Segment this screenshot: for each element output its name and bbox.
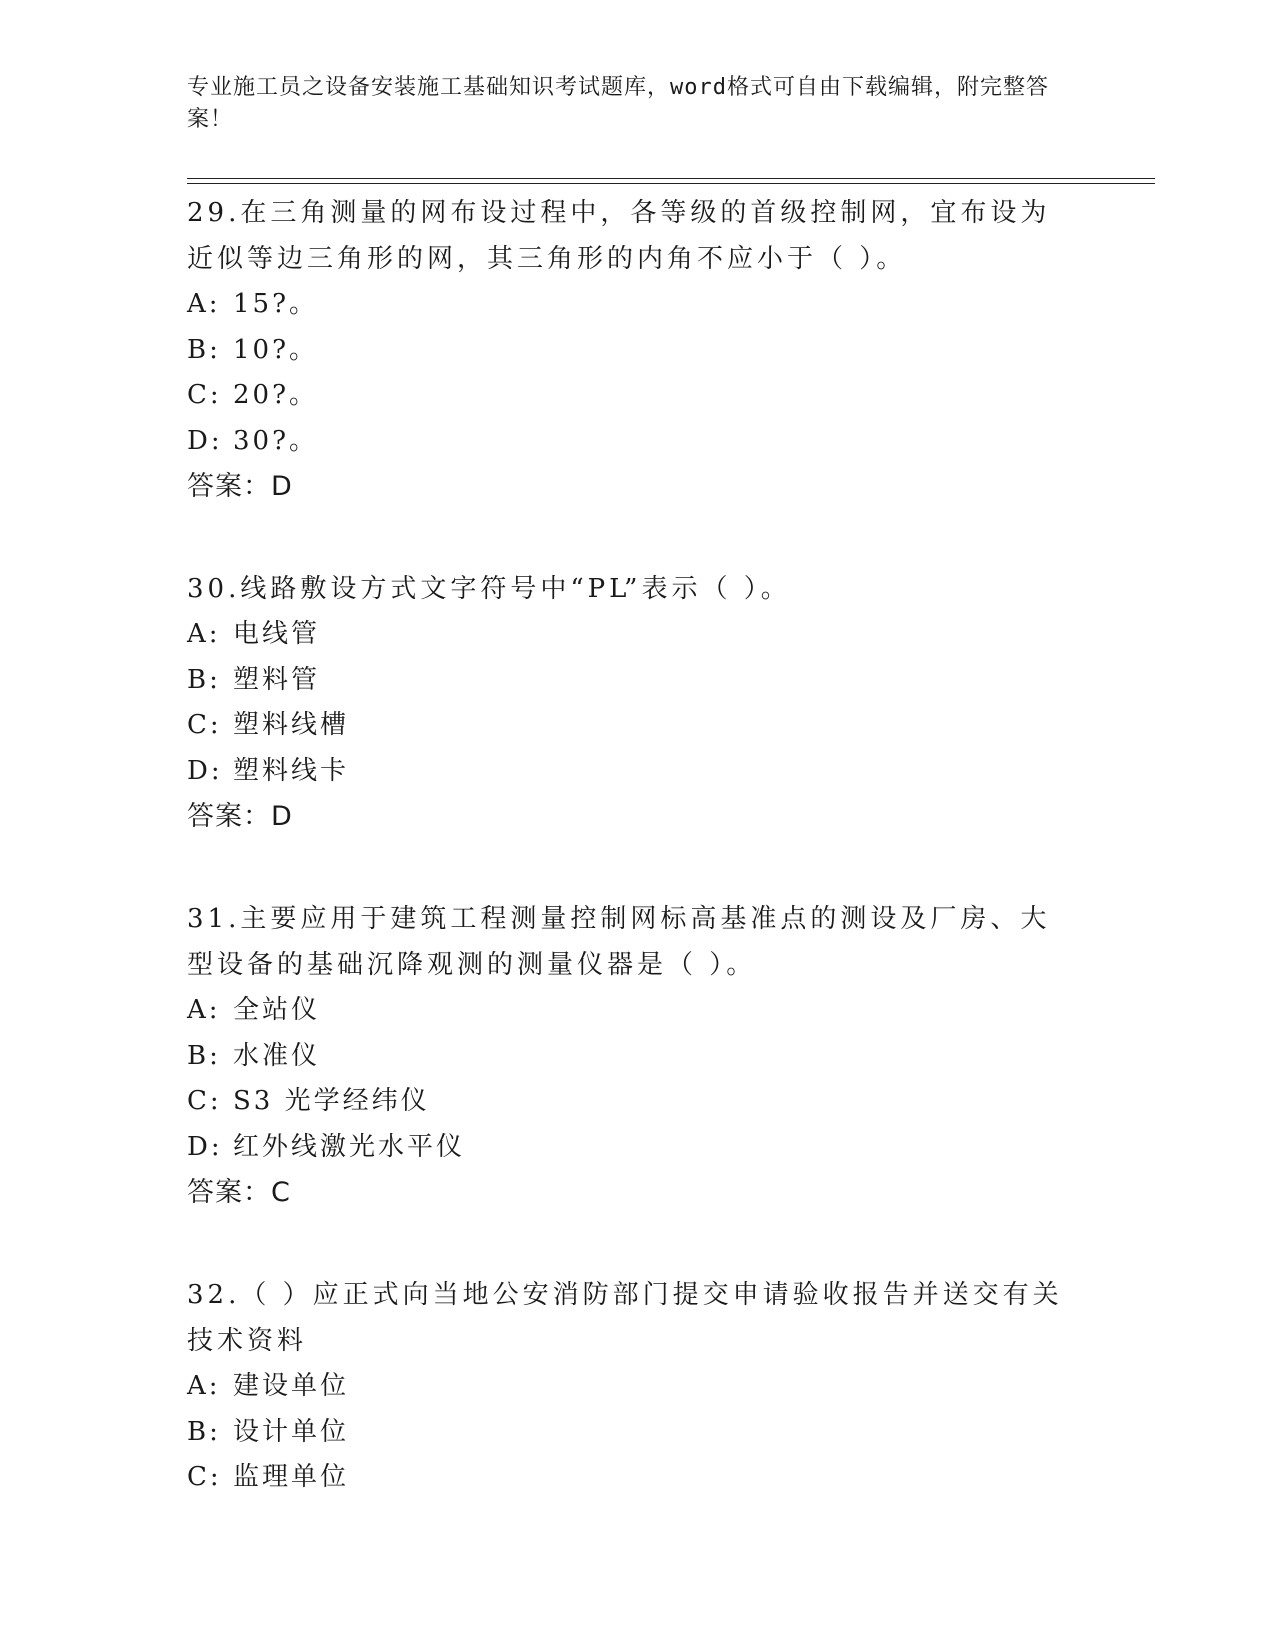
- option-b: [187, 658, 1067, 704]
- option-c: [187, 1079, 1067, 1125]
- document-header: 专业施工员之设备安装施工基础知识考试题库，word格式可自由下载编辑，附完整答案！: [187, 75, 1049, 132]
- option-a: [187, 1364, 1067, 1410]
- question-list: [187, 190, 1067, 1557]
- option-text: 15?。: [233, 289, 319, 319]
- option-text: 设计单位: [233, 1416, 350, 1447]
- question-body: （ ）应正式向当地公安消防部门提交申请验收报告并送交有关技术资料: [187, 1280, 1063, 1356]
- option-b: [187, 1034, 1067, 1080]
- option-letter: D:: [187, 425, 223, 456]
- option-text: 全站仪: [233, 995, 321, 1025]
- question-body: 在三角测量的网布设过程中，各等级的首级控制网，宜布设为近似等边三角形的网，其三角形的内角不应小于（ ）。: [187, 198, 1051, 274]
- question-29: [187, 190, 1067, 510]
- option-letter: A:: [187, 619, 221, 649]
- option-c: [187, 1455, 1067, 1501]
- option-text: 塑料线槽: [233, 710, 350, 740]
- option-a: [187, 282, 1067, 328]
- question-body: 线路敷设方式文字符号中“PL”表示（ ）。: [240, 574, 791, 604]
- option-d: [187, 749, 1067, 795]
- option-d: [187, 419, 1067, 465]
- option-text: 30?。: [233, 425, 319, 456]
- option-c: [187, 703, 1067, 749]
- question-text: [187, 896, 1067, 988]
- option-text: S3 光学经纬仪: [233, 1086, 430, 1116]
- option-letter: A:: [187, 995, 221, 1025]
- option-b: [187, 328, 1067, 374]
- answer-line: 答案：D: [187, 801, 293, 832]
- question-text: [187, 190, 1067, 282]
- question-31: [187, 896, 1067, 1216]
- option-text: 塑料线卡: [233, 755, 350, 786]
- option-letter: B:: [187, 1040, 221, 1071]
- header-divider-top: [187, 178, 1155, 179]
- question-32: [187, 1272, 1067, 1501]
- option-d: [187, 1125, 1067, 1171]
- option-a: [187, 988, 1067, 1034]
- option-letter: C:: [187, 380, 222, 410]
- question-body: 主要应用于建筑工程测量控制网标高基准点的测设及厂房、大型设备的基础沉降观测的测量仪器是（ ）。: [187, 904, 1051, 980]
- question-number: 30.: [187, 574, 241, 604]
- option-text: 电线管: [233, 619, 321, 649]
- option-a: [187, 612, 1067, 658]
- question-number: 29.: [187, 198, 241, 228]
- option-letter: C:: [187, 710, 222, 740]
- answer-line: 答案：C: [187, 1177, 291, 1208]
- option-letter: A:: [187, 1371, 221, 1401]
- option-text: 监理单位: [233, 1462, 350, 1492]
- option-letter: D:: [187, 755, 223, 786]
- option-letter: B:: [187, 664, 221, 695]
- answer-line: 答案：D: [187, 471, 293, 502]
- option-letter: B:: [187, 334, 221, 365]
- option-text: 建设单位: [233, 1371, 350, 1401]
- option-letter: C:: [187, 1086, 222, 1116]
- option-letter: D:: [187, 1131, 223, 1162]
- question-number: 32.: [187, 1280, 241, 1310]
- option-text: 20?。: [233, 380, 319, 410]
- question-30: [187, 566, 1067, 840]
- header-divider-bottom: [187, 183, 1155, 184]
- option-letter: A:: [187, 289, 221, 319]
- option-text: 水准仪: [233, 1040, 321, 1071]
- option-letter: B:: [187, 1416, 221, 1447]
- option-letter: C:: [187, 1462, 222, 1492]
- option-text: 10?。: [233, 334, 319, 365]
- option-text: 红外线激光水平仪: [233, 1131, 466, 1162]
- option-text: 塑料管: [233, 664, 321, 695]
- question-number: 31.: [187, 904, 241, 934]
- question-text: [187, 566, 1067, 612]
- question-text: [187, 1272, 1067, 1364]
- option-b: [187, 1410, 1067, 1456]
- option-c: [187, 373, 1067, 419]
